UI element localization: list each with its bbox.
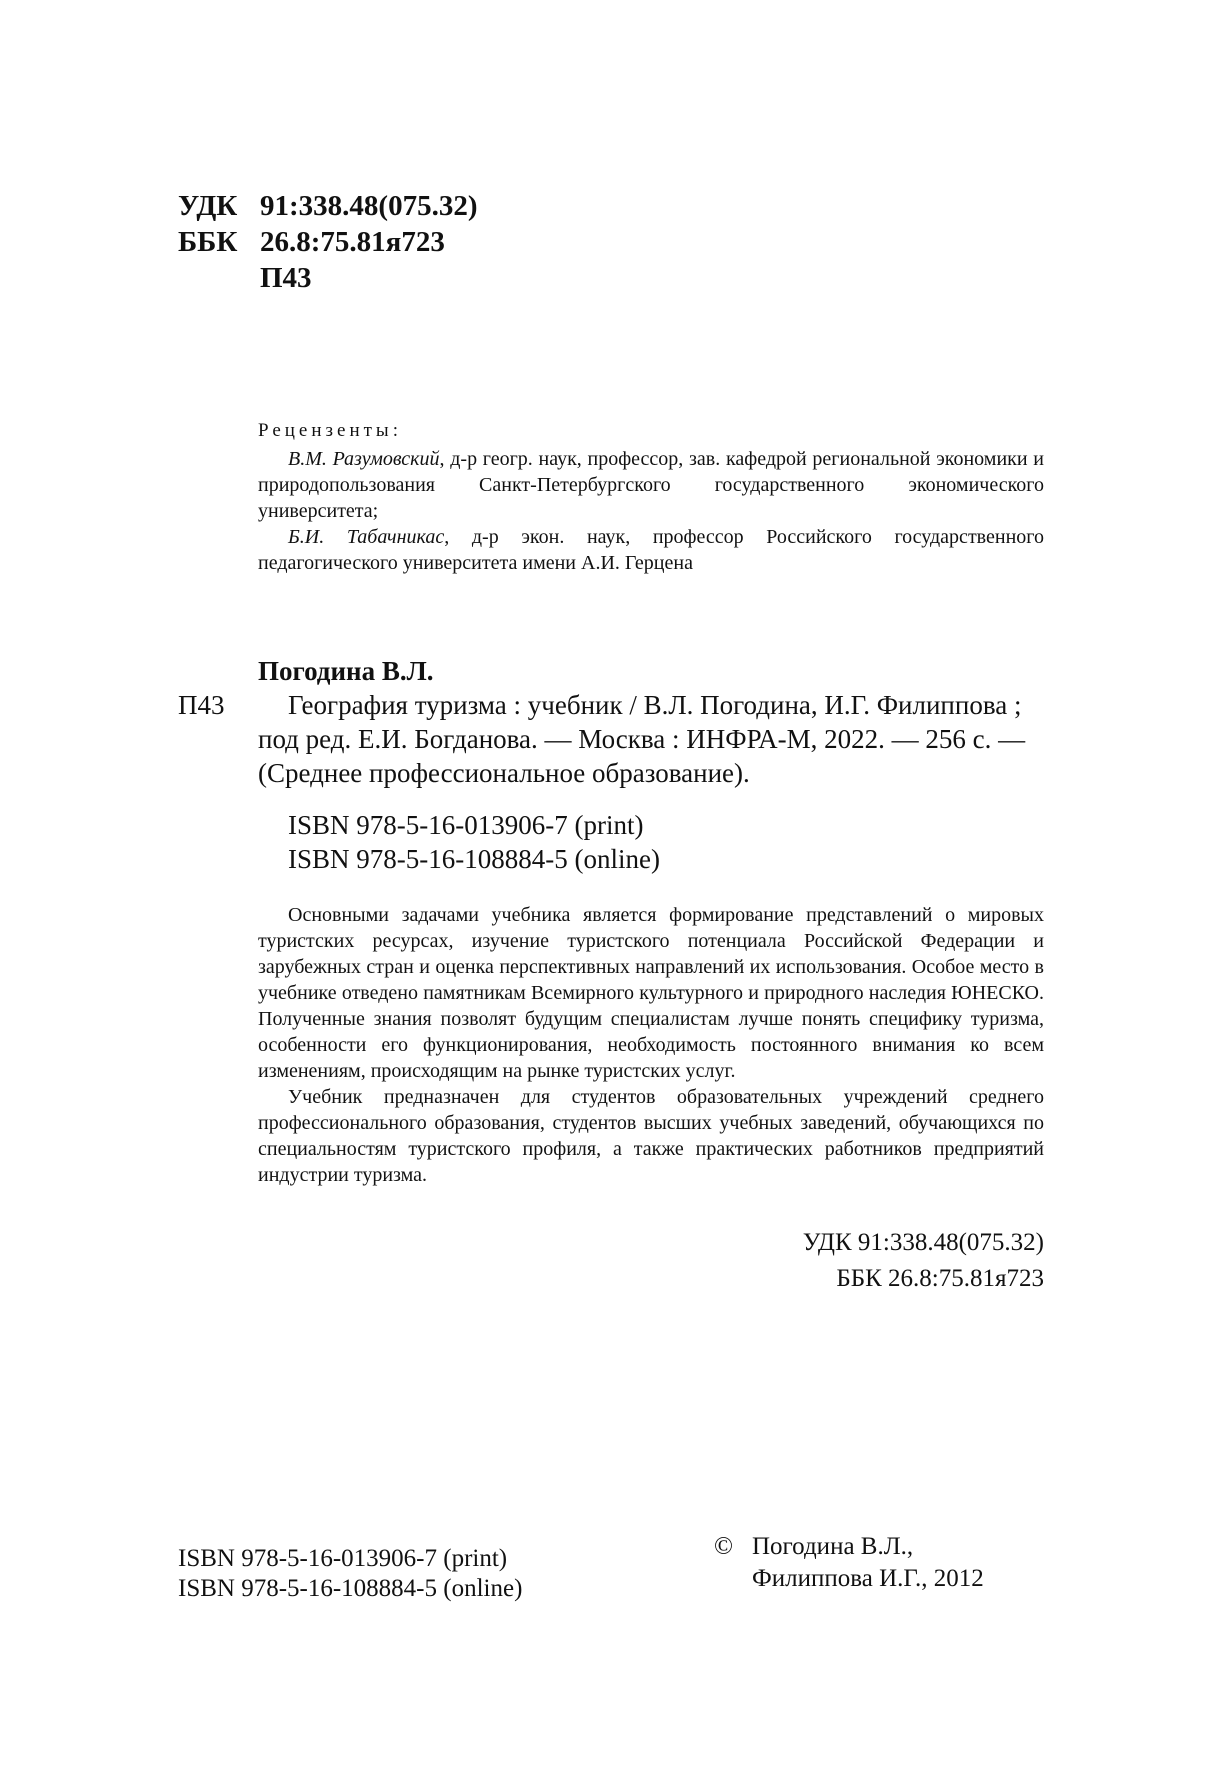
udk-label: УДК xyxy=(178,190,238,222)
bbk-value: 26.8:75.81я723 xyxy=(260,226,445,258)
reviewer-name: Б.И. Табачникас xyxy=(288,526,445,548)
reviewer-item xyxy=(258,524,1044,576)
abstract xyxy=(258,902,1044,1188)
reviewer-details: , д-р геогр. наук, профессор, зав. кафедрой региональной экономики и природопользования Санкт-Петербургского государственного экономического университета; xyxy=(258,448,1044,522)
bbk-label: ББК xyxy=(178,226,238,258)
bib-isbn-online: ISBN 978-5-16-108884-5 (online) xyxy=(288,844,660,874)
reviewers-title: Рецензенты: xyxy=(258,420,402,441)
udk-value: 91:338.48(075.32) xyxy=(260,190,478,222)
reviewers-list xyxy=(258,446,1044,576)
reviewer-name: В.М. Разумовский xyxy=(288,448,440,470)
footer-isbn-print: ISBN 978-5-16-013906-7 (print) xyxy=(178,1545,508,1572)
bib-author: Погодина В.Л. xyxy=(258,656,434,686)
author-mark-header: П43 xyxy=(260,262,312,294)
copyright-symbol: © xyxy=(714,1533,733,1560)
footer-isbn-online: ISBN 978-5-16-108884-5 (online) xyxy=(178,1575,523,1602)
abstract-paragraph: Учебник предназначен для студентов образовательных учреждений среднего профессионального образования, студентов высших учебных заведений, обучающихся по специальностям туристского профиля, а также практических работников предприятий индустрии туризма. xyxy=(258,1086,1044,1186)
copyright-line: Погодина В.Л., xyxy=(752,1533,914,1560)
udk-header xyxy=(178,188,477,224)
bib-line: География туризма : учебник / В.Л. Погодина, И.Г. Филиппова ; xyxy=(288,690,1022,720)
reviewer-details: , д-р экон. наук, профессор Российского государственного педагогического университета имени А.И. Герцена xyxy=(258,526,1044,574)
bib-line: под ред. Е.И. Богданова. — Москва : ИНФРА-М, 2022. — 256 с. — xyxy=(258,724,1026,754)
bib-line: (Среднее профессиональное образование). xyxy=(258,758,750,788)
bbk-header xyxy=(178,224,445,260)
bottom-bbk: ББК 26.8:75.81я723 xyxy=(836,1265,1044,1292)
bib-isbn-print: ISBN 978-5-16-013906-7 (print) xyxy=(288,810,644,840)
abstract-paragraph: Основными задачами учебника является формирование представлений о мировых туристских ресурсах, изучение туристского потенциала Российской Федерации и зарубежных стран и оценка перспективных направлений их использования. Особое место в учебнике отведено памятникам Всемирного культурного и природного наследия ЮНЕСКО. Полученные знания позволят будущим специалистам лучше понять специфику туризма, особенности его функционирования, необходимость постоянного внимания ко всем изменениям, происходящим на рынке туристских услуг. xyxy=(258,904,1044,1082)
bib-mark: П43 xyxy=(178,690,225,720)
reviewer-item xyxy=(258,446,1044,524)
copyright-line: Филиппова И.Г., 2012 xyxy=(752,1565,984,1592)
bottom-udk: УДК 91:338.48(075.32) xyxy=(802,1229,1044,1256)
